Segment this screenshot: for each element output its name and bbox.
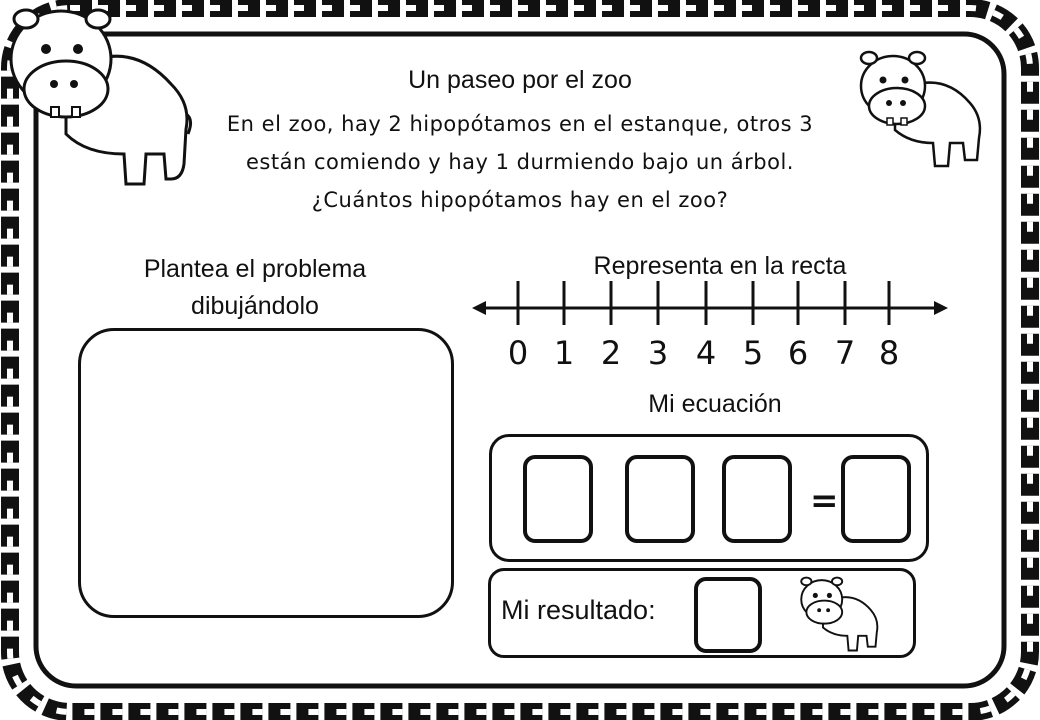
equation-slot-1[interactable] — [523, 455, 593, 543]
problem-line-2: están comiendo y hay 1 durmiendo bajo un árbol. — [246, 150, 794, 174]
equation-slot-3[interactable] — [722, 455, 792, 543]
problem-line-1: En el zoo, hay 2 hipopótamos en el estanque, otros 3 — [226, 112, 814, 136]
number-line-heading: Representa en la recta — [593, 252, 847, 280]
draw-heading-line-2: dibujándolo — [191, 292, 319, 320]
number-line-label: 5 — [742, 334, 764, 372]
number-line-label: 8 — [878, 334, 900, 372]
number-line-label: 4 — [695, 334, 717, 372]
equation-slot-2[interactable] — [625, 455, 695, 543]
result-label: Mi resultado: — [501, 595, 656, 625]
result-slot[interactable] — [694, 577, 762, 653]
number-line-label: 1 — [553, 334, 575, 372]
worksheet-title: Un paseo por el zoo — [408, 66, 632, 94]
result-box — [488, 568, 916, 658]
draw-heading-line-1: Plantea el problema — [143, 255, 367, 283]
equals-sign: = — [810, 481, 839, 521]
equation-result-slot[interactable] — [841, 455, 911, 543]
equation-heading: Mi ecuación — [648, 390, 782, 418]
number-line-label: 7 — [834, 334, 856, 372]
number-line-label: 3 — [647, 334, 669, 372]
problem-line-3: ¿Cuántos hipopótamos hay en el zoo? — [311, 188, 729, 212]
number-line-label: 6 — [787, 334, 809, 372]
number-line-label: 0 — [507, 334, 529, 372]
equation-box — [489, 434, 929, 562]
number-line — [470, 278, 950, 328]
drawing-area[interactable] — [78, 328, 454, 618]
hippo-icon — [794, 575, 884, 655]
number-line-label: 2 — [600, 334, 622, 372]
